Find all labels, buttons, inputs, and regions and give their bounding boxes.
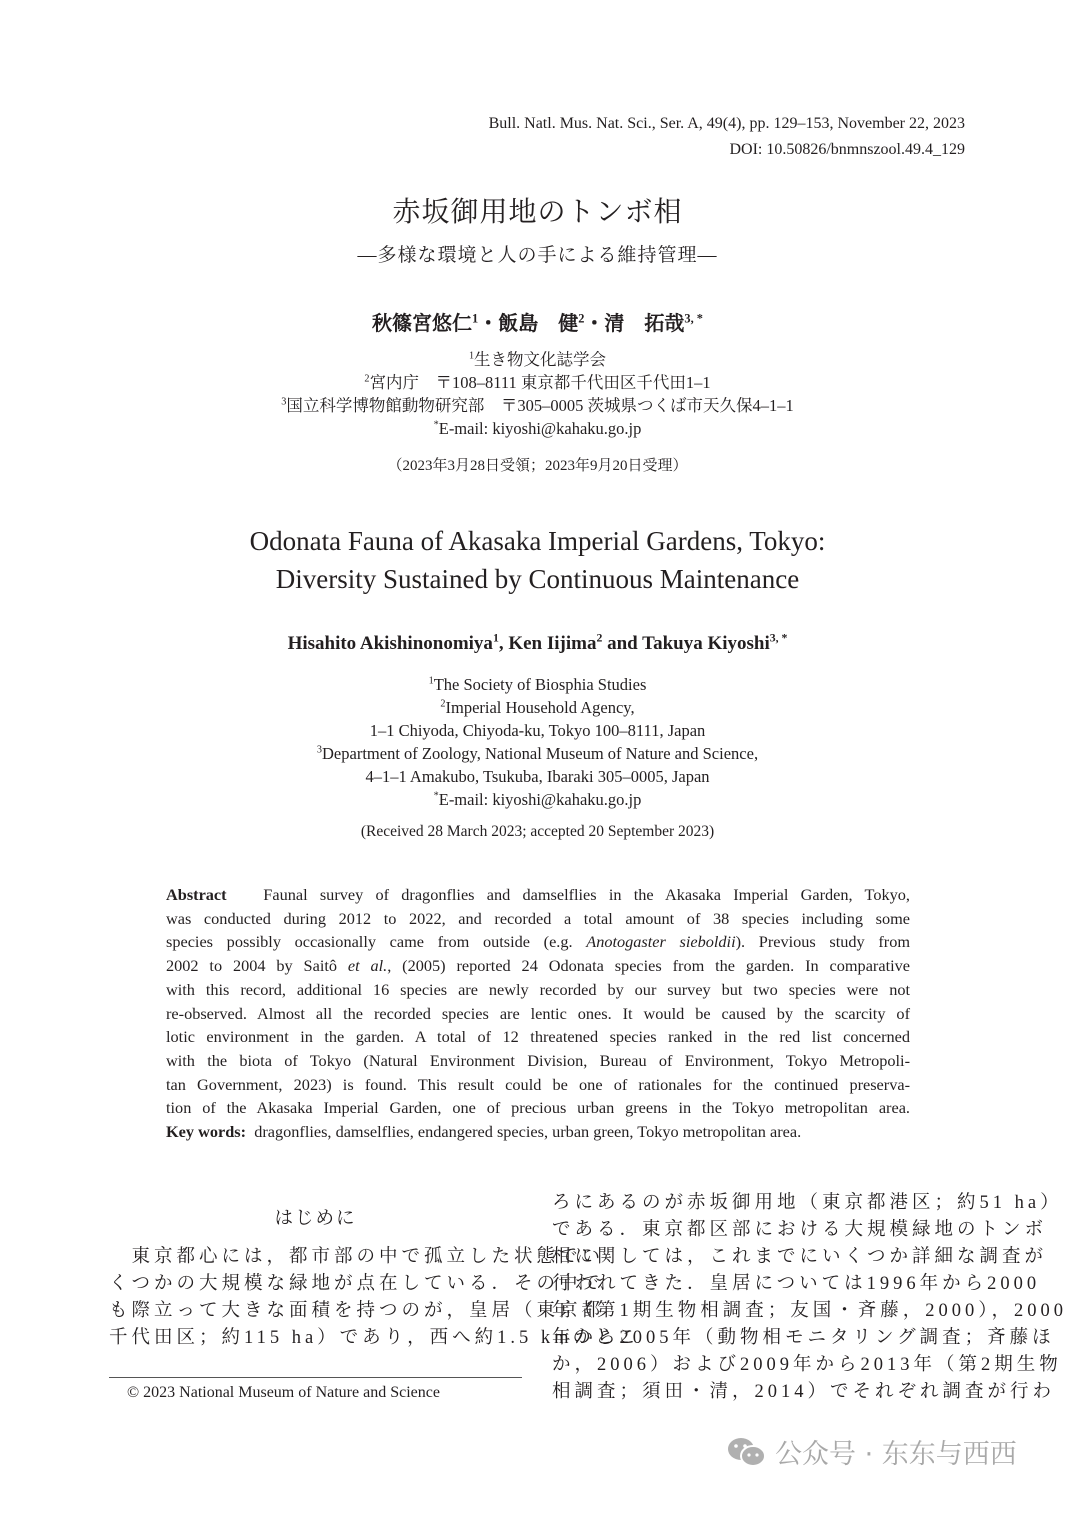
watermark: 公众号 · 东东与西西 [727, 1432, 1017, 1471]
copyright: © 2023 National Museum of Nature and Science [127, 1384, 440, 1401]
japanese-subtitle: —多様な環境と人の手による維持管理— [357, 245, 718, 266]
english-received-dates: (Received 28 March 2023; accepted 20 September 2023) [360, 823, 715, 840]
body-column-right: ろにあるのが赤坂御用地（東京都港区；約51 ha） である．東京都区部における大規模緑地のトンボ 相に関しては，これまでにいくつか詳細な調査が 行われてきた．皇居については1996年から2000 年（第1期生物相調査；友国・斉藤，2000），2000 年から2005年（動物相モニタリング調査；斉藤ほ か，2006）および2009年から2013年（第2期生物 相調査；須田・清，2014）でそれぞれ調査が行わ [552, 1193, 1068, 1402]
footnote-divider [109, 1377, 522, 1378]
japanese-received-dates: （2023年3月28日受領；2023年9月20日受理） [387, 458, 688, 474]
section-heading: はじめに [274, 1209, 357, 1229]
wechat-icon [727, 1436, 767, 1468]
english-authors: Hisahito Akishinonomiya$^1$, Ken Iijima$^2$ and Takuya Kiyoshi$^{3, *}$ [287, 631, 788, 654]
japanese-affiliations: $^1$生き物文化誌学会 $^2$宮内庁 〒108–8111 東京都千代田区千代田1–1 $^3$国立科学博物館動物研究部 〒305–0005 茨城県つくば市天久保4–1–1 *E-mail: kiyoshi@kahaku.go.jp [281, 350, 794, 438]
body-column-left: 東京都心には，都市部の中で孤立した状態でい くつかの大規模な緑地が点在している．その中で も際立って大きな面積を持つのが，皇居（東京都 千代田区；約115 ha）であり，西へ約1.5 kmのとこ [109, 1247, 641, 1348]
english-affiliations: $^1$The Society of Biosphia Studies $^2$Imperial Household Agency, 1–1 Chiyoda, Chiyoda-ku, Tokyo 100–8111, Japan $^3$Department of Zoology, National Museum of Nature and Science, 4–1–1 Amakubo, Tsukuba, Ibaraki 305–0005, Japan *E-mail: kiyoshi@kahaku.go.jp [316, 675, 759, 809]
japanese-title: 赤坂御用地のトンボ相 [392, 197, 683, 228]
abstract: Abstract Faunal survey of dragonflies and damselflies in the Akasaka Imperial Garden, Tokyo, was conducted during 2012 to 2022, and recorded a total amount of 38 species including some species possibly occasionally came from outside (e.g. Anotogaster sieboldii). Previous study from 2002 to 2004 by Saitô et al., (2005) reported 24 Odonata species from the garden. In comparative with this record, additional 16 species are newly recorded by our survey but two species were not re-observed. Almost all the recorded species are lentic ones. It would be caused by the scarcity of lotic environment in the garden. A total of 12 threatened species ranked in the red list concerned with the biota of Tokyo (Natural Environment Division, Bureau of Environment, Tokyo Metropoli- tan Government, 2023) is found. This result could be one of rationales for the continued preserva- tion of the Akasaka Imperial Garden, one of precious urban greens in the Tokyo metropolitan area. Key words: dragonflies, damselflies, endangered species, urban green, Tokyo metropolitan area. [166, 883, 910, 1144]
doi: DOI: 10.50826/bnmnszool.49.4_129 [729, 141, 965, 158]
journal-citation: Bull. Natl. Mus. Nat. Sci., Ser. A, 49(4), pp. 129–153, November 22, 2023 [488, 115, 965, 132]
japanese-authors: 秋篠宮悠仁$^1$・飯島 健$^2$・清 拓哉$^{3, *}$ [372, 311, 703, 335]
abstract-label: Abstract [166, 885, 227, 904]
english-title: Odonata Fauna of Akasaka Imperial Gardens, Tokyo: Diversity Sustained by Continuous Maintenance [249, 526, 826, 594]
keywords: Key words: dragonflies, damselflies, endangered species, urban green, Tokyo metropolitan area. [166, 1122, 802, 1142]
